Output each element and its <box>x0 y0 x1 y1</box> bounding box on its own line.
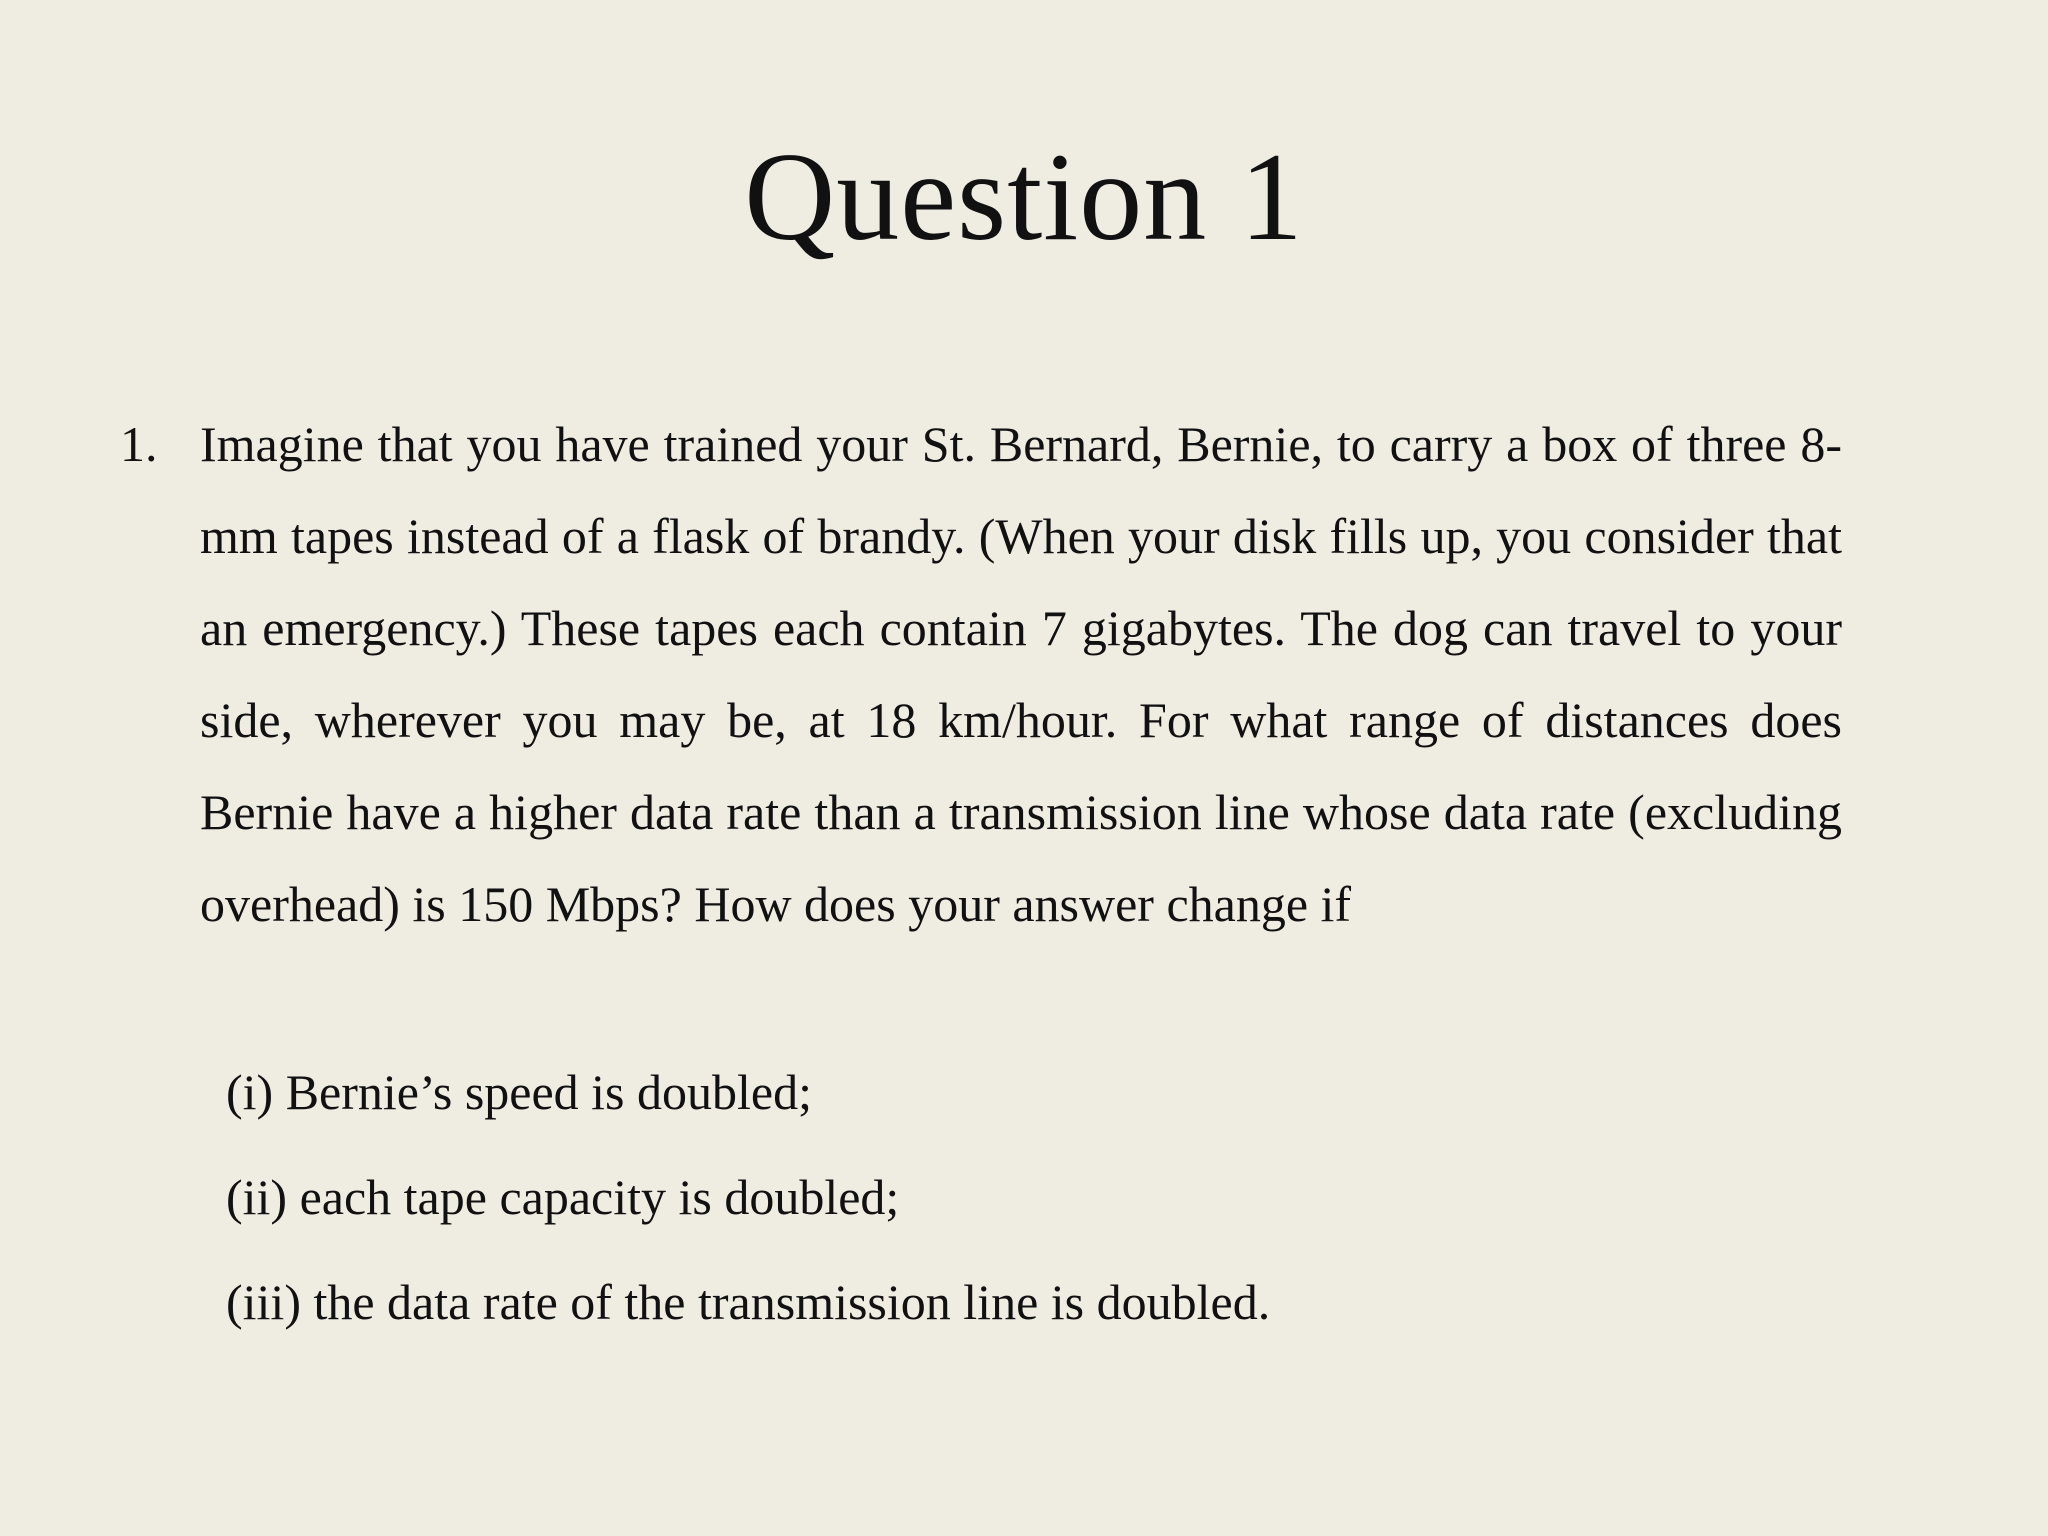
question-text: Imagine that you have trained your St. Bernard, Bernie, to carry a box of three 8-mm tapes instead of a flask of brandy. (When your disk fills up, you consider that an emergency.) These tapes each contain 7 gigabytes. The dog can travel to your side, wherever you may be, at 18 km/hour. For what range of distances does Bernie have a higher data rate than a transmission line whose data rate (excluding overhead) is 150 Mbps? How does your answer change if <box>200 416 1842 932</box>
sub-question-list <box>226 1040 1270 1355</box>
question-number: 1. <box>120 416 158 472</box>
sub-question-item: (ii) each tape capacity is doubled; <box>226 1169 900 1225</box>
sub-question-item: (i) Bernie’s speed is doubled; <box>226 1064 812 1120</box>
sub-question-item: (iii) the data rate of the transmission line is doubled. <box>226 1274 1271 1330</box>
slide-title: Question 1 <box>744 128 1304 267</box>
